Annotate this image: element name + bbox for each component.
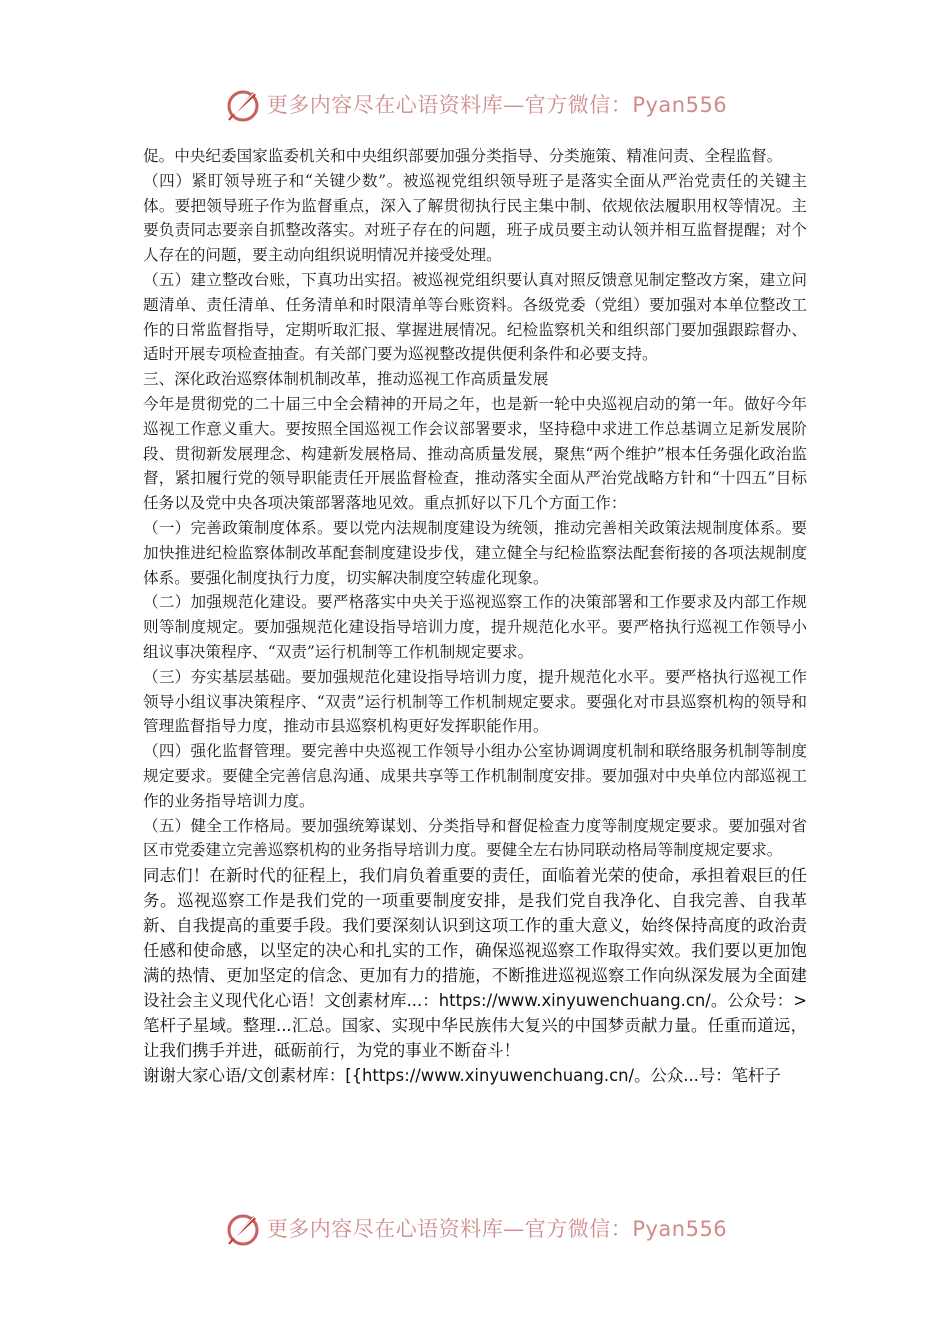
closing-thanks: 谢谢大家心语/文创素材库：[{https://www.xinyuwenchuang.cn/。公众...号：笔杆子 <box>143 1066 781 1086</box>
document-body <box>143 144 807 1088</box>
paragraph: 今年是贯彻党的二十届三中全会精神的开局之年，也是新一轮中央巡视启动的第一年。做好今年巡视工作意义重大。要按照全国巡视工作会议部署要求，坚持稳中求进工作总基调立足新发展阶段、贯彻新发展理念、构建新发展格局、推动高质量发展，聚焦“两个维护”根本任务强化政治监督，紧扣履行党的领导职能责任开展监督检查，推动落实全面从严治党战略方针和“十四五”目标任务以及党中央各项决策部署落地见效。重点抓好以下几个方面工作： <box>143 394 807 513</box>
closing-paragraph: 同志们！在新时代的征程上，我们肩负着重要的责任，面临着光荣的使命，承担着艰巨的任务。巡视巡察工作是我们党的一项重要制度安排，是我们党自我净化、自我完善、自我革新、自我提高的重要手段。我们要深刻认识到这项工作的重大意义，始终保持高度的政治责任感和使命感，以坚定的决心和扎实的工作，确保巡视巡察工作取得实效。我们要以更加饱满的热情、更加坚定的信念、更加有力的措施，不断推进巡视巡察工作向纵深发展为全面建设社会主义现代化心语！文创素材库...：https://www.xinyuwenchuang.cn/。公众号：>笔杆子星域。整理...汇总。国家、实现中华民族伟大复兴的中国梦贡献力量。任重而道远，让我们携手并进，砥砺前行，为党的事业不断奋斗！ <box>143 866 807 1061</box>
quill-pen-icon <box>223 84 263 124</box>
paragraph: （四）紧盯领导班子和“关键少数”。被巡视党组织领导班子是落实全面从严治党责任的关键主体。要把领导班子作为监督重点，深入了解贯彻执行民主集中制、依规依法履职用权等情况。主要负责同志要亲自抓整改落实。对班子存在的问题，班子成员要主动认领并相互监督提醒；对个人存在的问题，要主动向组织说明情况并接受处理。 <box>143 171 807 265</box>
banner-label: 更多内容尽在心语资料库—官方微信： <box>266 1217 633 1241</box>
wechat-id: Pyan556 <box>632 1217 728 1241</box>
paragraph: （二）加强规范化建设。要严格落实中央关于巡视巡察工作的决策部署和工作要求及内部工作规则等制度规定。要加强规范化建设指导培训力度，提升规范化水平。要严格执行巡视工作领导小组议事决策程序、“双责”运行机制等工作机制规定要求。 <box>143 593 807 661</box>
banner-label: 更多内容尽在心语资料库—官方微信： <box>266 93 633 117</box>
section-heading: 三、深化政治巡察体制机制改革，推动巡视工作高质量发展 <box>143 370 549 389</box>
paragraph: （一）完善政策制度体系。要以党内法规制度建设为统领，推动完善相关政策法规制度体系。要加快推进纪检监察体制改革配套制度建设步伐，建立健全与纪检监察法配套衔接的各项法规制度体系。要强化制度执行力度，切实解决制度空转虚化现象。 <box>143 518 807 587</box>
paragraph: （三）夯实基层基础。要加强规范化建设指导培训力度，提升规范化水平。要严格执行巡视工作领导小组议事决策程序、“双责”运行机制等工作机制规定要求。要强化对市县巡察机构的领导和管理监督指导力度，推动市县巡察机构更好发挥职能作用。 <box>143 667 807 736</box>
wechat-id: Pyan556 <box>632 93 728 117</box>
paragraph: （四）强化监督管理。要完善中央巡视工作领导小组办公室协调调度机制和联络服务机制等制度规定要求。要健全完善信息沟通、成果共享等工作机制制度安排。要加强对中央单位内部巡视工作的业务指导培训力度。 <box>143 742 807 810</box>
paragraph: 促。中央纪委国家监委机关和中央组织部要加强分类指导、分类施策、精准问责、全程监督。 <box>143 147 783 165</box>
header-banner[interactable] <box>0 82 950 126</box>
banner-text <box>267 1213 727 1243</box>
footer-banner[interactable] <box>0 1206 950 1250</box>
paragraph: （五）建立整改台账，下真功出实招。被巡视党组织要认真对照反馈意见制定整改方案，建立问题清单、责任清单、任务清单和时限清单等台账资料。各级党委（党组）要加强对本单位整改工作的日常监督指导，定期听取汇报、掌握进展情况。纪检监察机关和组织部门要加强跟踪督办、适时开展专项检查抽查。有关部门要为巡视整改提供便利条件和必要支持。 <box>143 270 807 364</box>
quill-pen-icon <box>223 1208 263 1248</box>
paragraph: （五）健全工作格局。要加强统筹谋划、分类指导和督促检查力度等制度规定要求。要加强对省区市党委建立完善巡察机构的业务指导培训力度。要健全左右协同联动格局等制度规定要求。 <box>143 816 807 860</box>
banner-text <box>267 89 727 119</box>
